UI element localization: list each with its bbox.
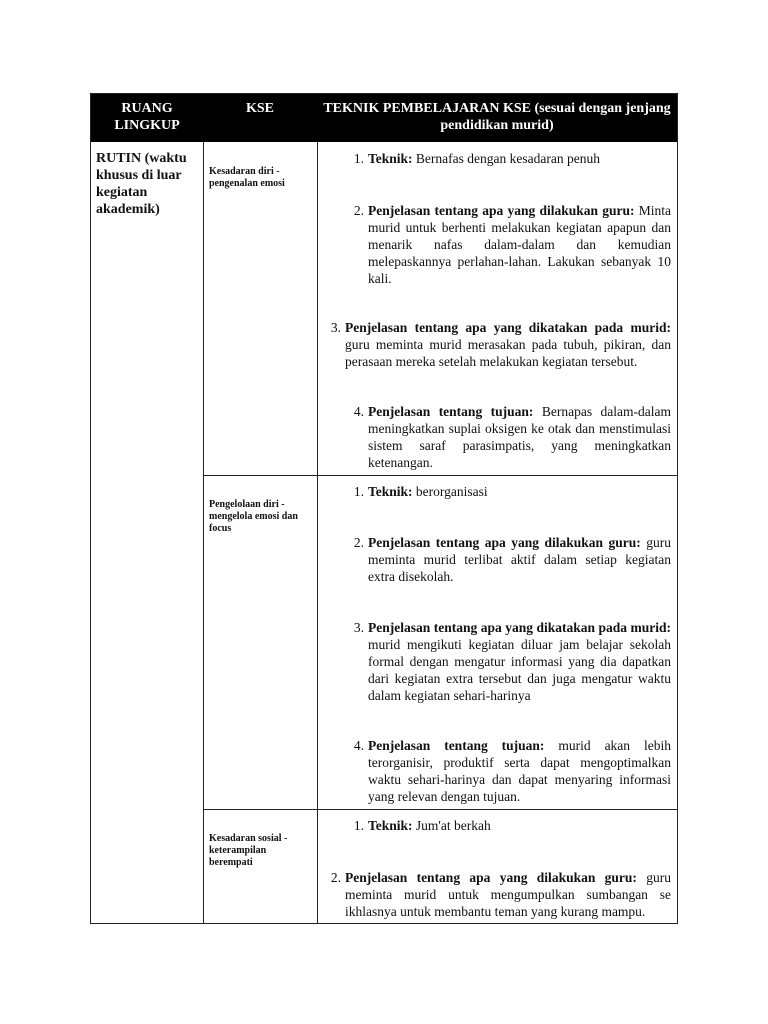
header-teknik: TEKNIK PEMBELAJARAN KSE (sesuai dengan jenjang pendidikan murid) xyxy=(323,101,671,133)
header-ruang-lingkup: RUANG LINGKUP xyxy=(114,101,180,133)
list-item xyxy=(330,319,671,370)
item-number: 2. xyxy=(353,203,364,218)
row-divider xyxy=(203,475,677,476)
item-text: Minta murid untuk berhenti melakukan kegiatan apapun dan menarik nafas dalam-dalam dan kemudian melepaskannya perlahan-lahan. Lakukan sebanyak 10 kali. xyxy=(368,203,672,286)
item-number: 4. xyxy=(353,404,364,419)
item-label: Teknik: xyxy=(368,484,413,499)
item-text: murid akan lebih terorganisir, produktif serta dapat mengoptimalkan waktu sehari-harinya dan dapat menyaring informasi yang relevan dengan tujuan. xyxy=(368,738,671,804)
item-label: Teknik: xyxy=(368,151,413,166)
item-label: Teknik: xyxy=(368,818,413,833)
item-label: Penjelasan tentang apa yang dilakukan guru: xyxy=(368,535,641,550)
list-item xyxy=(353,483,671,500)
item-number: 1. xyxy=(353,484,364,499)
list-item xyxy=(353,202,672,287)
list-item xyxy=(353,817,671,834)
list-item xyxy=(353,619,671,704)
item-text: berorganisasi xyxy=(412,484,488,499)
table-header xyxy=(91,94,677,142)
list-item xyxy=(353,737,671,805)
item-number: 3. xyxy=(353,620,364,635)
technique-table xyxy=(90,93,678,924)
row-divider xyxy=(203,809,677,810)
list-item xyxy=(353,534,672,585)
item-text: murid mengikuti kegiatan diluar jam belajar sekolah formal dengan mengatur informasi yang dia dapatkan dari kegiatan extra tersebut dan juga mengatur waktu dalam kegiatan sehari-harinya xyxy=(368,637,671,703)
item-text: guru meminta murid untuk mengumpulkan sumbangan se ikhlasnya untuk membantu teman yang kurang mampu. xyxy=(345,870,671,919)
kse-label: Pengelolaan diri - mengelola emosi dan focus xyxy=(209,499,298,534)
item-label: Penjelasan tentang apa yang dikatakan pada murid: xyxy=(345,320,671,335)
item-text: guru meminta murid terlibat aktif dalam setiap kegiatan extra disekolah. xyxy=(368,535,672,584)
item-text: Bernafas dengan kesadaran penuh xyxy=(412,151,600,166)
list-item xyxy=(330,869,671,920)
item-number: 2. xyxy=(353,535,364,550)
item-number: 4. xyxy=(353,738,364,753)
item-label: Penjelasan tentang tujuan: xyxy=(368,738,545,753)
kse-label: Kesadaran diri - pengenalan emosi xyxy=(209,166,285,189)
item-number: 2. xyxy=(330,870,341,885)
item-text: guru meminta murid merasakan pada tubuh, pikiran, dan perasaan mereka setelah melakukan kegiatan tersebut. xyxy=(345,337,671,369)
list-item xyxy=(353,150,671,167)
item-label: Penjelasan tentang tujuan: xyxy=(368,404,534,419)
ruang-lingkup-cell: RUTIN (waktu khusus di luar kegiatan akademik) xyxy=(96,151,187,217)
item-label: Penjelasan tentang apa yang dilakukan guru: xyxy=(368,203,635,218)
item-number: 1. xyxy=(353,151,364,166)
item-label: Penjelasan tentang apa yang dilakukan guru: xyxy=(345,870,637,885)
kse-label: Kesadaran sosial - keterampilan berempati xyxy=(209,833,288,868)
item-label: Penjelasan tentang apa yang dikatakan pada murid: xyxy=(368,620,671,635)
item-text: Bernapas dalam-dalam meningkatkan suplai oksigen ke otak dan menstimulasi sistem saraf parasimpatis, yang meningkatkan ketenangan. xyxy=(368,404,671,470)
item-number: 1. xyxy=(353,818,364,833)
item-text: Jum'at berkah xyxy=(412,818,491,833)
list-item xyxy=(353,403,671,471)
column-divider xyxy=(317,142,318,923)
column-divider xyxy=(203,142,204,923)
header-kse: KSE xyxy=(245,101,274,116)
item-number: 3. xyxy=(330,320,341,335)
